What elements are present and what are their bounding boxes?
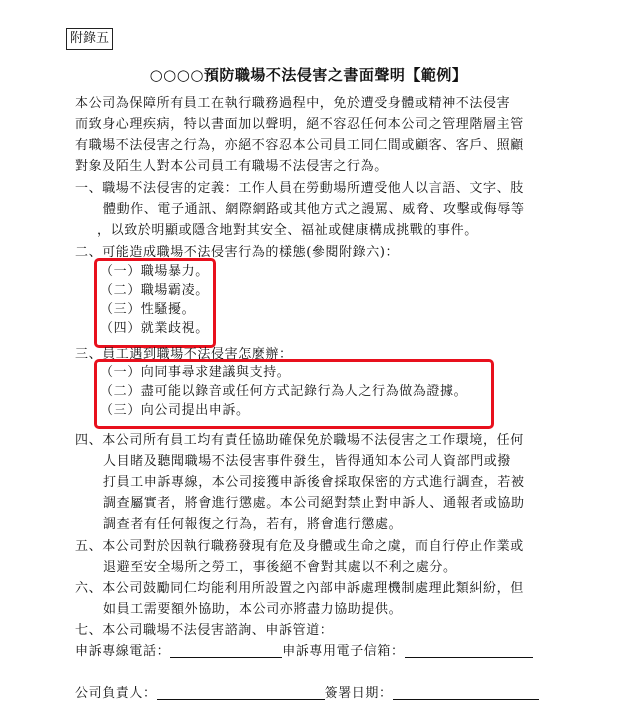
sign-date-blank[interactable]	[393, 685, 539, 700]
section3-item: （二）盡可能以錄音或任何方式記錄行為人之行為做為證據。	[100, 384, 468, 399]
section4-line: 打員工申訴專線，本公司接獲申訴後會採取保密的方式進行調查，若被	[103, 475, 525, 490]
sign-date-label: 簽署日期：	[324, 686, 393, 701]
section2-item: （三）性騷擾。	[100, 302, 196, 317]
intro-line: 本公司為保障所有員工在執行職務過程中，免於遭受身體或精神不法侵害	[75, 96, 511, 111]
section2-item: （二）職場霸凌。	[100, 283, 209, 298]
section7-heading: 七、本公司職場不法侵害諮詢、申訴管道：	[75, 623, 334, 638]
section4-line: 人目睹及聽聞職場不法侵害事件發生，皆得通知本公司人資部門或撥	[103, 454, 512, 469]
section1-line: ，以致於明顯或隱含地對其安全、福祉或健康構成挑戰的事件。	[97, 223, 478, 238]
intro-line: 對象及陌生人對本公司員工有職場不法侵害之行為。	[75, 159, 388, 174]
section1-line: 體動作、電子通訊、網際網路或其他方式之謾罵、威脅、攻擊或侮辱等	[103, 202, 525, 217]
section5-line: 退避至安全場所之勞工，事後絕不會對其處以不利之處分。	[103, 560, 457, 575]
intro-line: 有職場不法侵害之行為，亦絕不容忍本公司員工同仁間或顧客、客戶、照顧	[75, 138, 524, 153]
section5-line: 五、本公司對於因執行職務發現有危及身體或生命之虞，而自行停止作業或	[75, 539, 524, 554]
email-label: 申訴專用電子信箱：	[282, 644, 405, 659]
section1-line: 一、職場不法侵害的定義：工作人員在勞動場所遭受他人以言語、文字、肢	[75, 181, 524, 196]
hotline-row	[75, 642, 533, 662]
responsible-blank[interactable]	[157, 685, 325, 700]
document-title: ○○○○預防職場不法侵害之書面聲明【範例】	[149, 66, 468, 84]
section2-item: （一）職場暴力。	[100, 264, 209, 279]
signature-row	[75, 684, 539, 704]
email-blank[interactable]	[405, 643, 533, 658]
intro-line: 而致身心理疾病，特以書面加以聲明，絕不容忍任何本公司之管理階層主管	[75, 117, 524, 132]
section3-item: （一）向同事尋求建議與支持。	[100, 365, 291, 380]
section4-line: 調查屬實者，將會進行懲處。本公司絕對禁止對申訴人、通報者或協助	[103, 496, 525, 511]
section4-line: 調查者有任何報復之行為，若有，將會進行懲處。	[103, 517, 403, 532]
hotline-label: 申訴專線電話：	[75, 644, 171, 659]
section2-item: （四）就業歧視。	[100, 321, 209, 336]
section6-line: 如員工需要額外協助，本公司亦將盡力協助提供。	[103, 602, 403, 617]
section4-line: 四、本公司所有員工均有責任協助確保免於職場不法侵害之工作環境，任何	[75, 433, 524, 448]
section3-heading: 三、員工遇到職場不法侵害怎麼辦：	[75, 347, 293, 362]
section6-line: 六、本公司鼓勵同仁均能利用所設置之內部申訴處理機制處理此類糾紛，但	[75, 581, 524, 596]
hotline-blank[interactable]	[170, 643, 282, 658]
appendix-label: 附錄五	[66, 28, 113, 50]
responsible-label: 公司負責人：	[75, 686, 157, 701]
section3-item: （三）向公司提出申訴。	[100, 403, 250, 418]
section2-heading: 二、可能造成職場不法侵害行為的樣態(參閱附錄六)：	[75, 245, 400, 260]
